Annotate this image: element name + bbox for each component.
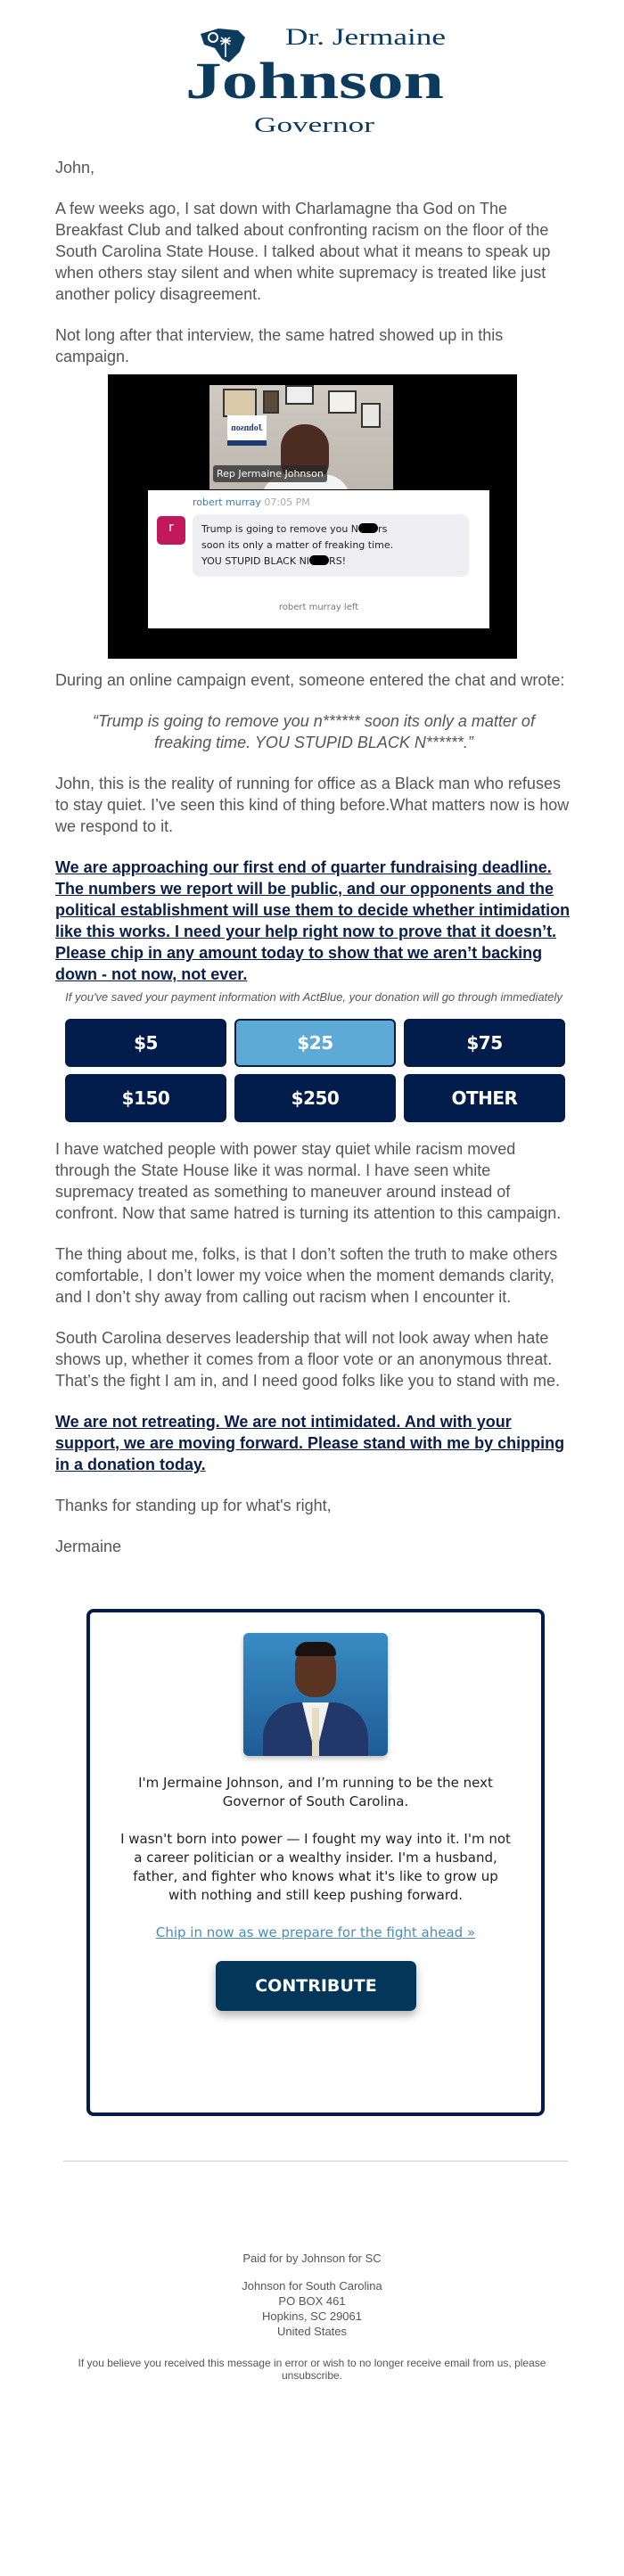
paragraph: A few weeks ago, I sat down with Charlamagne tha God on The Breakfast Club and talked about confronting racism on the floor of the South Carolina State House. I talked about what it means to speak up when others stay silent and when white supremacy is treated like just another policy disagreement. [55,200,551,303]
email-body [55,157,572,2382]
video-feed [209,385,393,489]
svg-text:Dr. Jermaine: Dr. Jermaine [285,24,446,50]
bio-intro: I'm Jermaine Johnson, and I’m running to be the next Governor of South Carolina. [138,1775,493,1809]
campaign-logo [183,21,450,139]
chat-left-notice: robert murray left [278,603,359,612]
chat-sender: robert murray [193,496,261,508]
chip-in-link[interactable]: Chip in now as we prepare for the fight ahead » [155,1924,476,1940]
contribute-button[interactable]: CONTRIBUTE [216,1961,416,2011]
chat-screenshot-image [108,374,517,659]
svg-text:Governor: Governor [254,114,375,137]
chat-time: 07:05 PM [264,496,310,508]
candidate-photo [243,1633,388,1756]
donate-25-button[interactable]: $25 [234,1019,396,1067]
avatar: r [157,516,185,545]
donate-link-paragraph[interactable]: We are approaching our first end of quarter fundraising deadline. The numbers we report will be public, and our opponents and the political establishment will use them to decide whether intimidation like this works. I need your help right now to prove that it doesn’t. Please chip in any amount today to show that we aren’t backing down - not now, not ever. [55,858,571,983]
donate-5-button[interactable]: $5 [65,1019,226,1067]
address-line: Hopkins, SC 29061 [261,2309,362,2323]
footer [0,2251,624,2382]
signature: Jermaine [55,1538,122,1555]
paragraph: John, this is the reality of running for office as a Black man who refuses to stay quiet. I’ve seen this kind of thing before.What matters now is how we respond to it. [55,775,570,835]
donation-amounts [65,1019,566,1122]
donate-150-button[interactable]: $150 [65,1074,226,1122]
address-line: PO BOX 461 [278,2294,346,2308]
paragraph: Not long after that interview, the same hatred showed up in this campaign. [55,326,504,365]
svg-text:Johnson: Johnson [185,52,444,110]
divider [63,2161,568,2162]
chat-message: Trump is going to remove you N rs soon its only a matter of freaking time. YOU STUPID BLACK NI RS! [193,514,469,577]
donate-other-button[interactable]: OTHER [404,1074,565,1122]
address-country: United States [276,2325,348,2338]
signoff: Thanks for standing up for what's right, [55,1497,332,1514]
redaction-mark [358,523,378,533]
bio-card [86,1609,545,2116]
redaction-mark [309,555,329,565]
donate-250-button[interactable]: $250 [234,1074,396,1122]
org-name: Johnson for South Carolina [242,2279,382,2293]
campaign-sign: Johnson [227,415,267,446]
chat-panel [148,490,489,628]
video-name-label: Rep Jermaine Johnson [213,465,327,482]
actblue-note: If you've saved your payment information with ActBlue, your donation will go through immediately [65,990,562,1004]
paragraph: South Carolina deserves leadership that will not look away when hate shows up, whether it comes from a floor vote or an anonymous threat. That’s the fight I am in, and I need good folks like you to stand with me. [55,1329,560,1390]
paid-for-disclaimer: Paid for by Johnson for SC [242,2252,382,2265]
donate-link-paragraph[interactable]: We are not retreating. We are not intimidated. And with your support, we are moving forward. Please stand with me by chipping in a donation today. [55,1413,565,1473]
greeting: John, [55,159,95,176]
unsubscribe-text[interactable]: If you believe you received this message in error or wish to no longer receive email from us, please unsubscribe. [78,2357,546,2382]
paragraph: The thing about me, folks, is that I don’t soften the truth to make others comfortable, I don’t lower my voice when the moment demands clarity, and I don’t shy away from calling out racism when I encounter it. [55,1245,558,1306]
quoted-message: “Trump is going to remove you n****** soon its only a matter of freaking time. YOU STUPID BLACK N******.” [93,712,535,751]
paragraph: During an online campaign event, someone entered the chat and wrote: [55,671,565,689]
bio-text: I wasn't born into power — I fought my way into it. I'm not a career politician or a wealthy insider. I'm a husband, father, and fighter who knows what it's like to grow up with nothing and still keep pushing forward. [120,1831,511,1903]
donate-75-button[interactable]: $75 [404,1019,565,1067]
paragraph: I have watched people with power stay quiet while racism moved through the State House like it was normal. I have seen white supremacy treated as something to maneuver around instead of confront. Now that same hatred is turning its attention to this campaign. [55,1140,562,1222]
